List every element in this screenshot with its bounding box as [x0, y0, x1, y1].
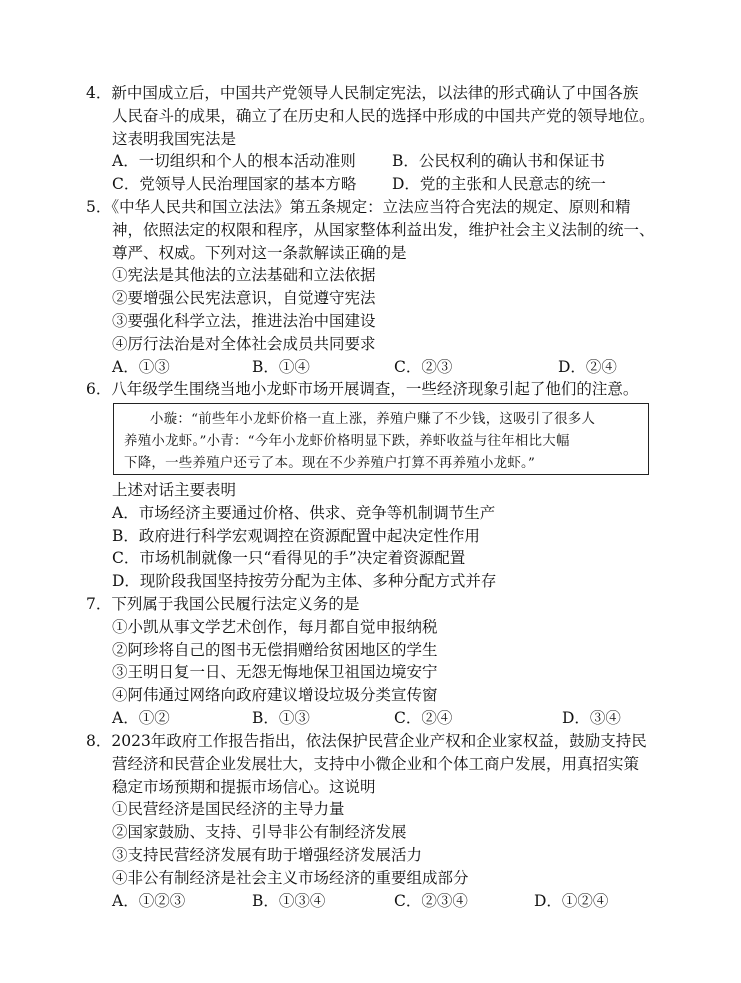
question-6-option-d[interactable]: D．现阶段我国坚持按劳分配为主体、多种分配方式并存: [112, 572, 497, 591]
question-6-options: [86, 479, 666, 593]
question-8-option-d[interactable]: D．①②④: [534, 891, 609, 910]
question-5-item-2: ②要增强公民宪法意识，自觉遵守宪法: [112, 289, 376, 308]
question-5-item-1: ①宪法是其他法的立法基础和立法依据: [112, 266, 376, 285]
question-5-item-3: ③要强化科学立法，推进法治中国建设: [112, 311, 376, 330]
question-5-option-d[interactable]: D．②④: [558, 357, 617, 376]
question-7: [86, 593, 666, 730]
question-6-option-b[interactable]: B．政府进行科学宏观调控在资源配置中起决定性作用: [112, 526, 480, 545]
question-7-option-c[interactable]: C．②④: [394, 708, 453, 727]
question-7-item-2: ②阿珍将自己的图书无偿捐赠给贫困地区的学生: [112, 640, 438, 659]
question-8-item-3: ③支持民营经济发展有助于增强经济发展活力: [112, 845, 423, 864]
question-8-options-row: [86, 890, 666, 913]
question-8-line-1: 8．2023年政府工作报告指出，依法保护民营企业产权和企业家权益，鼓励支持民: [86, 732, 647, 750]
question-4-line-2: 人民奋斗的成果，确立了在历史和人民的选择中形成的中国共产党的领导地位。: [112, 106, 655, 125]
question-7-option-d[interactable]: D．③④: [562, 708, 621, 727]
dialogue-line-3: 下降，一些养殖户还亏了本。现在不少养殖户打算不再养殖小龙虾。”: [124, 456, 536, 471]
dialogue-line-1: 小璇：“前些年小龙虾价格一直上涨，养殖户赚了不少钱，这吸引了很多人: [150, 412, 596, 427]
question-4-option-b[interactable]: B．公民权利的确认书和保证书: [392, 152, 605, 171]
question-5-line-3: 尊严、权威。下列对这一条款解读正确的是: [112, 243, 407, 262]
question-7-options-row: [86, 707, 666, 730]
question-5-option-c[interactable]: C．②③: [394, 357, 453, 376]
question-7-option-a[interactable]: A．①②: [112, 708, 170, 727]
question-4-option-c[interactable]: C．党领导人民治理国家的基本方略: [112, 175, 357, 194]
question-7-item-1: ①小凯从事文学艺术创作，每月都自觉申报纳税: [112, 617, 438, 636]
question-8: [86, 730, 666, 912]
question-4-option-d[interactable]: D．党的主张和人民意志的统一: [392, 175, 606, 194]
question-7-item-3: ③王明日复一日、无怨无悔地保卫祖国边境安宁: [112, 663, 438, 682]
question-5-option-a[interactable]: A．①③: [112, 357, 170, 376]
question-8-option-a[interactable]: A．①②③: [112, 891, 186, 910]
question-6-line-1: 6．八年级学生围绕当地小龙虾市场开展调查，一些经济现象引起了他们的注意。: [86, 380, 639, 398]
question-5-option-b[interactable]: B．①④: [252, 357, 310, 376]
question-8-item-4: ④非公有制经济是社会主义市场经济的重要组成部分: [112, 868, 469, 887]
question-8-line-2: 营经济和民营企业发展壮大，支持中小微企业和个体工商户发展，用真招实策: [112, 754, 640, 773]
question-5-line-1: 5．《中华人民共和国立法法》第五条规定：立法应当符合宪法的规定、原则和精: [86, 198, 631, 216]
question-5-line-2: 神，依照法定的权限和程序，从国家整体利益出发，维护社会主义法制的统一、: [112, 220, 655, 239]
question-4-line-3: 这表明我国宪法是: [112, 129, 237, 148]
question-6: [86, 378, 666, 401]
question-6-stem: 上述对话主要表明: [112, 481, 237, 499]
question-6-option-c[interactable]: C．市场机制就像一只“看得见的手”决定着资源配置: [112, 549, 466, 568]
question-8-item-1: ①民营经济是国民经济的主导力量: [112, 800, 345, 819]
question-7-option-b[interactable]: B．①③: [252, 708, 310, 727]
question-8-item-2: ②国家鼓励、支持、引导非公有制经济发展: [112, 823, 407, 842]
dialogue-box: [113, 403, 649, 475]
question-7-item-4: ④阿伟通过网络向政府建议增设垃圾分类宣传窗: [112, 686, 438, 705]
question-8-option-c[interactable]: C．②③④: [394, 891, 468, 910]
dialogue-line-2: 养殖小龙虾。”小青：“今年小龙虾价格明显下跌，养虾收益与往年相比大幅: [124, 434, 570, 449]
question-4-option-a[interactable]: A．一切组织和个人的根本活动准则: [112, 152, 356, 171]
question-5-item-4: ④厉行法治是对全体社会成员共同要求: [112, 334, 376, 353]
question-4: [86, 82, 666, 196]
question-8-line-3: 稳定市场预期和提振市场信心。这说明: [112, 777, 376, 796]
question-7-line-1: 7．下列属于我国公民履行法定义务的是: [86, 595, 360, 613]
question-4-line-1: 4．新中国成立后，中国共产党领导人民制定宪法，以法律的形式确认了中国各族: [86, 84, 639, 102]
question-4-options-row-1: [86, 150, 666, 173]
question-5: [86, 196, 666, 378]
question-8-option-b[interactable]: B．①③④: [252, 891, 326, 910]
question-4-options-row-2: [86, 173, 666, 196]
question-6-option-a[interactable]: A．市场经济主要通过价格、供求、竞争等机制调节生产: [112, 503, 496, 522]
question-5-options-row: [86, 356, 666, 379]
